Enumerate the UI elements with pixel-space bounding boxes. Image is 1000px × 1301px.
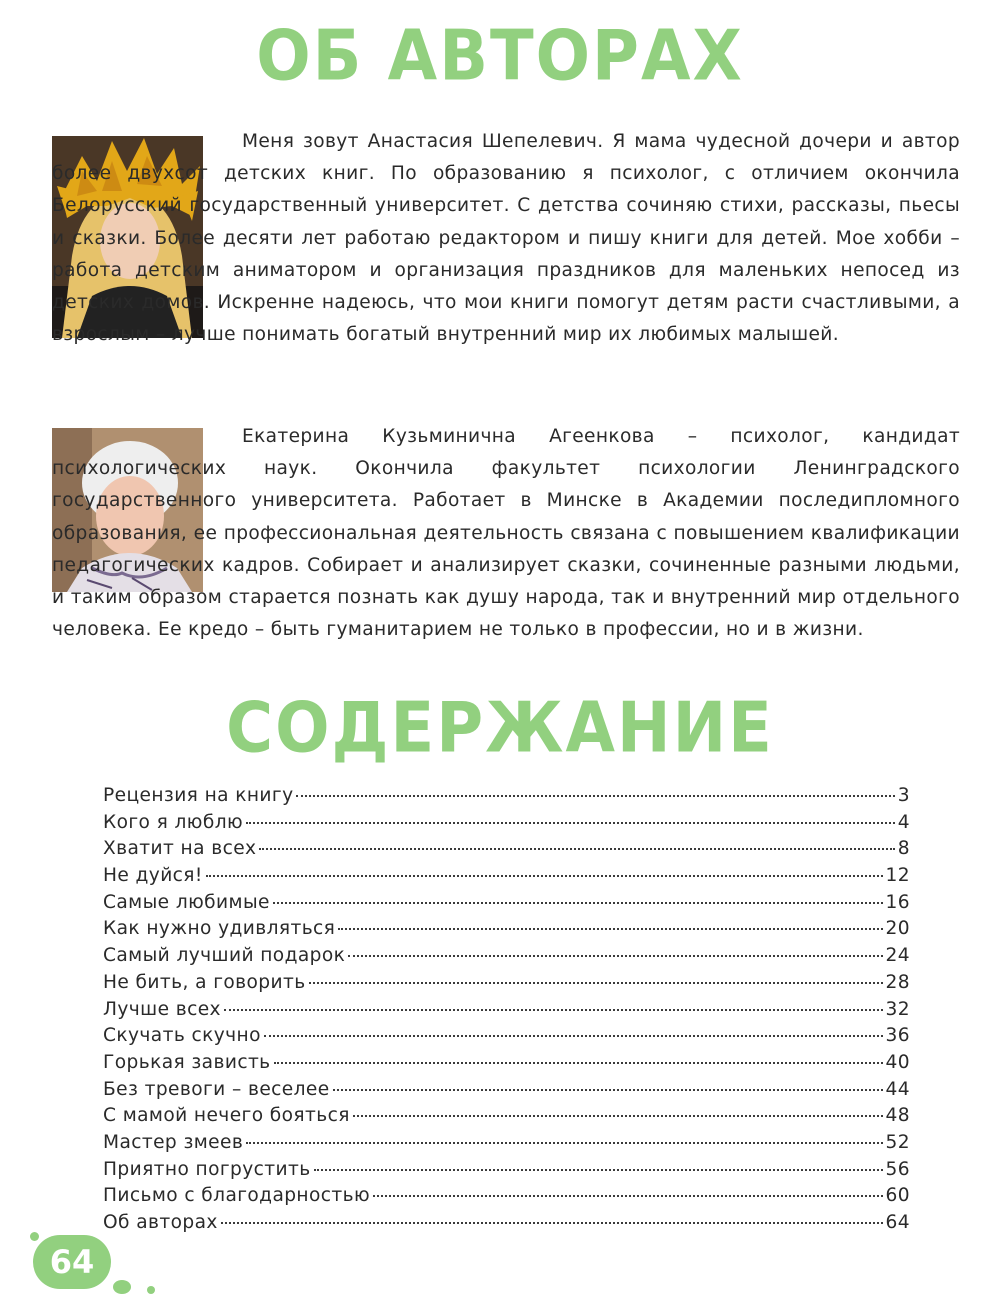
toc-label: Скучать скучно — [103, 1025, 261, 1047]
toc-label: Лучше всех — [103, 998, 221, 1020]
toc-page-number: 32 — [885, 998, 910, 1020]
toc-page-number: 4 — [897, 811, 910, 833]
toc-leader-dots — [224, 1009, 883, 1011]
toc-label: С мамой нечего бояться — [103, 1105, 350, 1127]
toc-page-number: 48 — [885, 1105, 910, 1127]
decor-dot — [147, 1286, 155, 1294]
decor-dot — [30, 1232, 39, 1241]
toc-leader-dots — [348, 955, 882, 957]
toc-label: Без тревоги – веселее — [103, 1078, 330, 1100]
toc-page-number: 28 — [885, 971, 910, 993]
toc-label: Как нужно удивляться — [103, 918, 336, 940]
toc-leader-dots — [259, 848, 894, 850]
toc-leader-dots — [353, 1115, 883, 1117]
toc-page-number: 64 — [885, 1212, 910, 1233]
toc-label: Хватит на всех — [103, 838, 257, 860]
toc-row[interactable] — [103, 999, 910, 1026]
toc-row[interactable] — [103, 1079, 910, 1106]
toc-row[interactable] — [103, 785, 910, 812]
toc-row[interactable] — [103, 972, 910, 999]
toc-page-number: 52 — [885, 1131, 910, 1153]
toc-row[interactable] — [103, 1212, 910, 1239]
toc-label: Письмо с благодарностью — [103, 1185, 371, 1207]
toc-row[interactable] — [103, 918, 910, 945]
toc-row[interactable] — [103, 1132, 910, 1159]
toc-leader-dots — [338, 928, 882, 930]
toc-leader-dots — [246, 1142, 882, 1144]
toc-row[interactable] — [103, 1105, 910, 1132]
toc-label: Кого я люблю — [103, 811, 244, 833]
toc-row[interactable] — [103, 892, 910, 919]
contents-title: СОДЕРЖАНИЕ — [226, 689, 774, 769]
toc-row[interactable] — [103, 945, 910, 972]
toc-label: Мастер змеев — [103, 1131, 244, 1153]
toc-leader-dots — [221, 1222, 883, 1224]
toc-label: Рецензия на книгу — [103, 785, 294, 806]
toc-label: Не дуйся! — [103, 865, 203, 887]
toc-row[interactable] — [103, 812, 910, 839]
toc-label: Не бить, а говорить — [103, 971, 306, 993]
author-bio-ageenkova: Екатерина Кузьминична Агеенкова – психолог, кандидат психологических наук. Окончила факультет психологии Ленинградского государственного университета. Работает в Минске в Академии последипломного образования, ее профессиональная деятельность связана с повышением квалификации педагогических кадров. Собирает и анализирует сказки, сочиненные разными людьми, и таким образом старается познать как душу народа, так и внутренний мир отдельного человека. Ее кредо – быть гуманитарием не только в профессии, но и в жизни. — [52, 426, 960, 641]
toc-label: Об авторах — [103, 1212, 218, 1233]
toc-leader-dots — [309, 982, 883, 984]
toc-row[interactable] — [103, 1159, 910, 1186]
toc-leader-dots — [296, 795, 894, 797]
toc-page-number: 60 — [885, 1185, 910, 1207]
toc-label: Самые любимые — [103, 891, 270, 913]
toc-page-number: 16 — [885, 891, 910, 913]
toc-leader-dots — [333, 1089, 883, 1091]
toc-page-number: 24 — [885, 945, 910, 967]
toc-page-number: 8 — [897, 838, 910, 860]
toc-page-number: 36 — [885, 1025, 910, 1047]
toc-leader-dots — [274, 1062, 883, 1064]
toc-row[interactable] — [103, 1052, 910, 1079]
table-of-contents — [103, 785, 910, 1239]
toc-page-number: 44 — [885, 1078, 910, 1100]
toc-leader-dots — [273, 902, 883, 904]
toc-page-number: 20 — [885, 918, 910, 940]
page-number: 64 — [49, 1243, 95, 1281]
page-number-badge — [33, 1235, 111, 1289]
toc-label: Самый лучший подарок — [103, 945, 346, 967]
toc-page-number: 12 — [885, 865, 910, 887]
decor-dot — [113, 1280, 131, 1294]
about-authors-title: ОБ АВТОРАХ — [256, 17, 744, 97]
toc-row[interactable] — [103, 838, 910, 865]
toc-row[interactable] — [103, 1025, 910, 1052]
toc-row[interactable] — [103, 865, 910, 892]
toc-page-number: 56 — [885, 1158, 910, 1180]
toc-page-number: 40 — [885, 1051, 910, 1073]
toc-label: Горькая зависть — [103, 1051, 271, 1073]
toc-row[interactable] — [103, 1185, 910, 1212]
toc-leader-dots — [373, 1195, 882, 1197]
toc-leader-dots — [246, 822, 895, 824]
toc-leader-dots — [206, 875, 883, 877]
toc-page-number: 3 — [897, 785, 910, 806]
toc-leader-dots — [264, 1035, 883, 1037]
toc-label: Приятно погрустить — [103, 1158, 311, 1180]
author-bio-shepelevich: Меня зовут Анастасия Шепелевич. Я мама чудесной дочери и автор более двухсот детских книг. По образованию я психолог, с отличием окончила Белорусский государственный университет. С детства сочиняю стихи, рассказы, пьесы и сказки. Более десяти лет работаю редактором и пишу книги для детей. Мое хобби – работа детским аниматором и организация праздников для маленьких непосед из детских домов. Искренне надеюсь, что мои книги помогут детям расти счастливыми, а взрослым – лучше понимать богатый внутренний мир их любимых малышей. — [52, 131, 960, 346]
toc-leader-dots — [314, 1169, 883, 1171]
